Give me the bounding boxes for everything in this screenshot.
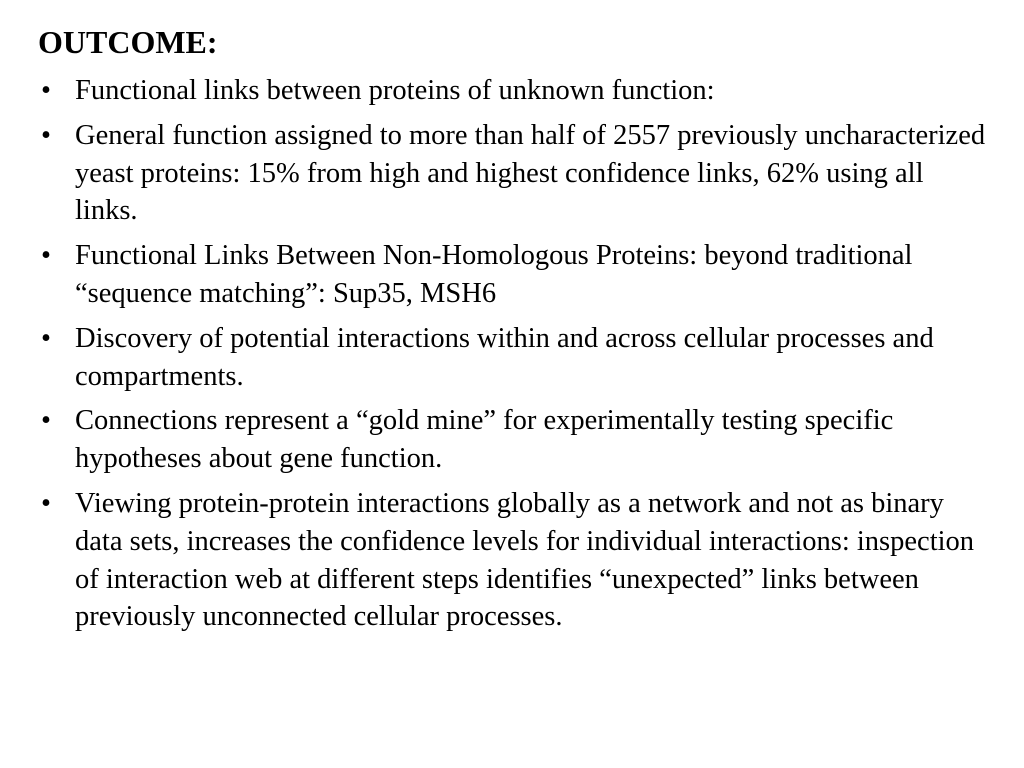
bullet-icon: •	[41, 322, 51, 354]
bullet-item	[30, 485, 990, 636]
bullet-item	[30, 320, 990, 396]
bullet-icon: •	[41, 240, 51, 272]
bullet-item	[30, 237, 990, 313]
bullet-item	[30, 117, 990, 230]
bullet-icon: •	[41, 405, 51, 437]
bullet-icon: •	[41, 75, 51, 106]
bullet-text: Viewing protein-protein interactions globally as a network and not as binary data sets, increases the confidence levels for individual interactions: inspection of interaction web at different steps identifies “unexpected” links between previously unconnected cellular processes.	[75, 487, 975, 633]
bullet-text: General function assigned to more than half of 2557 previously uncharacterized yeast proteins: 15% from high and highest confidence links, 62% using all links.	[75, 119, 986, 227]
bullet-text: Functional links between proteins of unknown function:	[75, 75, 715, 106]
bullet-list	[30, 72, 990, 643]
slide-title: OUTCOME:	[38, 24, 218, 60]
bullet-text: Connections represent a “gold mine” for experimentally testing specific hypotheses about gene function.	[75, 405, 894, 475]
bullet-text: Discovery of potential interactions within and across cellular processes and compartments.	[75, 322, 934, 392]
bullet-item	[30, 72, 990, 110]
bullet-text: Functional Links Between Non-Homologous Proteins: beyond traditional “sequence matching”: Sup35, MSH6	[75, 240, 913, 309]
bullet-icon: •	[41, 119, 51, 151]
bullet-icon: •	[41, 487, 51, 519]
bullet-item	[30, 402, 990, 478]
